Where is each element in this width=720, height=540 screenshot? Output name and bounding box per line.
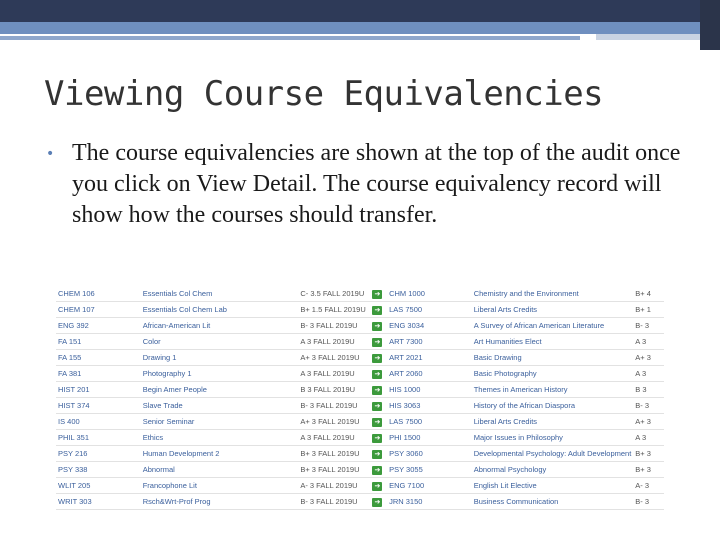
grade-term: A 3 FALL 2019U bbox=[298, 334, 367, 350]
grade-term: B+ 1.5 FALL 2019U bbox=[298, 302, 367, 318]
equivalent-code[interactable]: LAS 7500 bbox=[387, 302, 472, 318]
course-title: Abnormal bbox=[141, 462, 299, 478]
equivalent-code[interactable]: HIS 1000 bbox=[387, 382, 472, 398]
bullet-item bbox=[46, 138, 686, 231]
transfer-arrow-icon[interactable] bbox=[368, 462, 387, 478]
table-row bbox=[56, 350, 664, 366]
equivalent-title: Liberal Arts Credits bbox=[472, 414, 634, 430]
equivalent-code[interactable]: LAS 7500 bbox=[387, 414, 472, 430]
equivalent-code[interactable]: PHI 1500 bbox=[387, 430, 472, 446]
arrow-right-icon[interactable]: ➔ bbox=[372, 370, 382, 379]
equivalent-title: English Lit Elective bbox=[472, 478, 634, 494]
course-title: Begin Amer People bbox=[141, 382, 299, 398]
slide-title: Viewing Course Equivalencies bbox=[44, 74, 604, 114]
table-row bbox=[56, 398, 664, 414]
equivalent-code[interactable]: ENG 3034 bbox=[387, 318, 472, 334]
header-bar-light bbox=[0, 22, 720, 34]
equivalent-grade: B+ 1 bbox=[633, 302, 664, 318]
equivalent-code[interactable]: JRN 3150 bbox=[387, 494, 472, 510]
arrow-right-icon[interactable]: ➔ bbox=[372, 338, 382, 347]
equivalent-title: Liberal Arts Credits bbox=[472, 302, 634, 318]
equivalent-grade: A 3 bbox=[633, 334, 664, 350]
equivalent-code[interactable]: ART 2021 bbox=[387, 350, 472, 366]
course-title: Essentials Col Chem Lab bbox=[141, 302, 299, 318]
transfer-arrow-icon[interactable] bbox=[368, 334, 387, 350]
equivalent-title: Major Issues in Philosophy bbox=[472, 430, 634, 446]
grade-term: B 3 FALL 2019U bbox=[298, 382, 367, 398]
equivalent-title: Basic Drawing bbox=[472, 350, 634, 366]
arrow-right-icon[interactable]: ➔ bbox=[372, 306, 382, 315]
course-code[interactable]: IS 400 bbox=[56, 414, 141, 430]
arrow-right-icon[interactable]: ➔ bbox=[372, 418, 382, 427]
header-bar-thin bbox=[0, 36, 580, 40]
bullet-icon: • bbox=[46, 146, 55, 162]
equivalent-grade: A- 3 bbox=[633, 478, 664, 494]
grade-term: B- 3 FALL 2019U bbox=[298, 494, 367, 510]
table-row bbox=[56, 446, 664, 462]
arrow-right-icon[interactable]: ➔ bbox=[372, 402, 382, 411]
course-code[interactable]: PHIL 351 bbox=[56, 430, 141, 446]
course-title: Essentials Col Chem bbox=[141, 286, 299, 302]
equivalent-grade: B- 3 bbox=[633, 318, 664, 334]
table-row bbox=[56, 430, 664, 446]
course-code[interactable]: FA 155 bbox=[56, 350, 141, 366]
equivalent-code[interactable]: HIS 3063 bbox=[387, 398, 472, 414]
equivalent-title: Developmental Psychology: Adult Development bbox=[472, 446, 634, 462]
transfer-arrow-icon[interactable] bbox=[368, 286, 387, 302]
table-row bbox=[56, 302, 664, 318]
equivalent-grade: B+ 3 bbox=[633, 446, 664, 462]
equivalent-title: Chemistry and the Environment bbox=[472, 286, 634, 302]
equivalent-title: Basic Photography bbox=[472, 366, 634, 382]
equivalent-title: Themes in American History bbox=[472, 382, 634, 398]
arrow-right-icon[interactable]: ➔ bbox=[372, 498, 382, 507]
course-code[interactable]: CHEM 106 bbox=[56, 286, 141, 302]
header-bar-corner bbox=[700, 0, 720, 50]
equivalent-code[interactable]: CHM 1000 bbox=[387, 286, 472, 302]
equivalent-grade: B+ 3 bbox=[633, 462, 664, 478]
transfer-arrow-icon[interactable] bbox=[368, 478, 387, 494]
course-code[interactable]: HIST 201 bbox=[56, 382, 141, 398]
transfer-arrow-icon[interactable] bbox=[368, 430, 387, 446]
course-title: Drawing 1 bbox=[141, 350, 299, 366]
grade-term: B- 3 FALL 2019U bbox=[298, 398, 367, 414]
course-title: African-American Lit bbox=[141, 318, 299, 334]
equivalent-title: Business Communication bbox=[472, 494, 634, 510]
grade-term: A- 3 FALL 2019U bbox=[298, 478, 367, 494]
transfer-arrow-icon[interactable] bbox=[368, 366, 387, 382]
equivalent-grade: B 3 bbox=[633, 382, 664, 398]
course-code[interactable]: FA 381 bbox=[56, 366, 141, 382]
equivalent-grade: B- 3 bbox=[633, 494, 664, 510]
grade-term: C- 3.5 FALL 2019U bbox=[298, 286, 367, 302]
table-row bbox=[56, 382, 664, 398]
course-title: Rsch&Wrt-Prof Prog bbox=[141, 494, 299, 510]
equivalent-grade: A 3 bbox=[633, 430, 664, 446]
equivalent-grade: B- 3 bbox=[633, 398, 664, 414]
arrow-right-icon[interactable]: ➔ bbox=[372, 354, 382, 363]
equivalent-code[interactable]: PSY 3055 bbox=[387, 462, 472, 478]
arrow-right-icon[interactable]: ➔ bbox=[372, 450, 382, 459]
transfer-arrow-icon[interactable] bbox=[368, 302, 387, 318]
table-row bbox=[56, 494, 664, 510]
transfer-arrow-icon[interactable] bbox=[368, 398, 387, 414]
transfer-arrow-icon[interactable] bbox=[368, 494, 387, 510]
grade-term: A 3 FALL 2019U bbox=[298, 430, 367, 446]
equivalent-code[interactable]: ART 7300 bbox=[387, 334, 472, 350]
transfer-arrow-icon[interactable] bbox=[368, 414, 387, 430]
course-code[interactable]: PSY 338 bbox=[56, 462, 141, 478]
transfer-arrow-icon[interactable] bbox=[368, 318, 387, 334]
grade-term: B+ 3 FALL 2019U bbox=[298, 462, 367, 478]
table-row bbox=[56, 334, 664, 350]
bullet-text: The course equivalencies are shown at the top of the audit once you click on View Detail. The course equivalency record will show how the courses should transfer. bbox=[72, 140, 681, 228]
arrow-right-icon[interactable]: ➔ bbox=[372, 434, 382, 443]
grade-term: B+ 3 FALL 2019U bbox=[298, 446, 367, 462]
equivalent-title: History of the African Diaspora bbox=[472, 398, 634, 414]
table-row bbox=[56, 286, 664, 302]
grade-term: B- 3 FALL 2019U bbox=[298, 318, 367, 334]
course-code[interactable]: WLIT 205 bbox=[56, 478, 141, 494]
equivalent-code[interactable]: ART 2060 bbox=[387, 366, 472, 382]
course-code[interactable]: CHEM 107 bbox=[56, 302, 141, 318]
transfer-arrow-icon[interactable] bbox=[368, 382, 387, 398]
grade-term: A+ 3 FALL 2019U bbox=[298, 414, 367, 430]
course-title: Francophone Lit bbox=[141, 478, 299, 494]
equivalent-title: Art Humanities Elect bbox=[472, 334, 634, 350]
equivalent-code[interactable]: PSY 3060 bbox=[387, 446, 472, 462]
equivalency-table bbox=[56, 286, 664, 510]
table-row bbox=[56, 478, 664, 494]
header-bar-dark bbox=[0, 0, 720, 22]
course-code[interactable]: PSY 216 bbox=[56, 446, 141, 462]
equivalent-grade: A+ 3 bbox=[633, 350, 664, 366]
equivalent-grade: B+ 4 bbox=[633, 286, 664, 302]
course-title: Senior Seminar bbox=[141, 414, 299, 430]
grade-term: A+ 3 FALL 2019U bbox=[298, 350, 367, 366]
course-code[interactable]: WRIT 303 bbox=[56, 494, 141, 510]
arrow-right-icon[interactable]: ➔ bbox=[372, 322, 382, 331]
course-title: Photography 1 bbox=[141, 366, 299, 382]
course-code[interactable]: HIST 374 bbox=[56, 398, 141, 414]
table-row bbox=[56, 462, 664, 478]
equivalent-title: A Survey of African American Literature bbox=[472, 318, 634, 334]
arrow-right-icon[interactable]: ➔ bbox=[372, 466, 382, 475]
equivalent-grade: A+ 3 bbox=[633, 414, 664, 430]
arrow-right-icon[interactable]: ➔ bbox=[372, 482, 382, 491]
course-title: Color bbox=[141, 334, 299, 350]
course-code[interactable]: FA 151 bbox=[56, 334, 141, 350]
arrow-right-icon[interactable]: ➔ bbox=[372, 386, 382, 395]
arrow-right-icon[interactable]: ➔ bbox=[372, 290, 382, 299]
course-title: Human Development 2 bbox=[141, 446, 299, 462]
equivalent-title: Abnormal Psychology bbox=[472, 462, 634, 478]
course-code[interactable]: ENG 392 bbox=[56, 318, 141, 334]
transfer-arrow-icon[interactable] bbox=[368, 350, 387, 366]
transfer-arrow-icon[interactable] bbox=[368, 446, 387, 462]
table-row bbox=[56, 366, 664, 382]
equivalent-grade: A 3 bbox=[633, 366, 664, 382]
grade-term: A 3 FALL 2019U bbox=[298, 366, 367, 382]
table-row bbox=[56, 414, 664, 430]
equivalent-code[interactable]: ENG 7100 bbox=[387, 478, 472, 494]
course-title: Slave Trade bbox=[141, 398, 299, 414]
table-row bbox=[56, 318, 664, 334]
course-title: Ethics bbox=[141, 430, 299, 446]
